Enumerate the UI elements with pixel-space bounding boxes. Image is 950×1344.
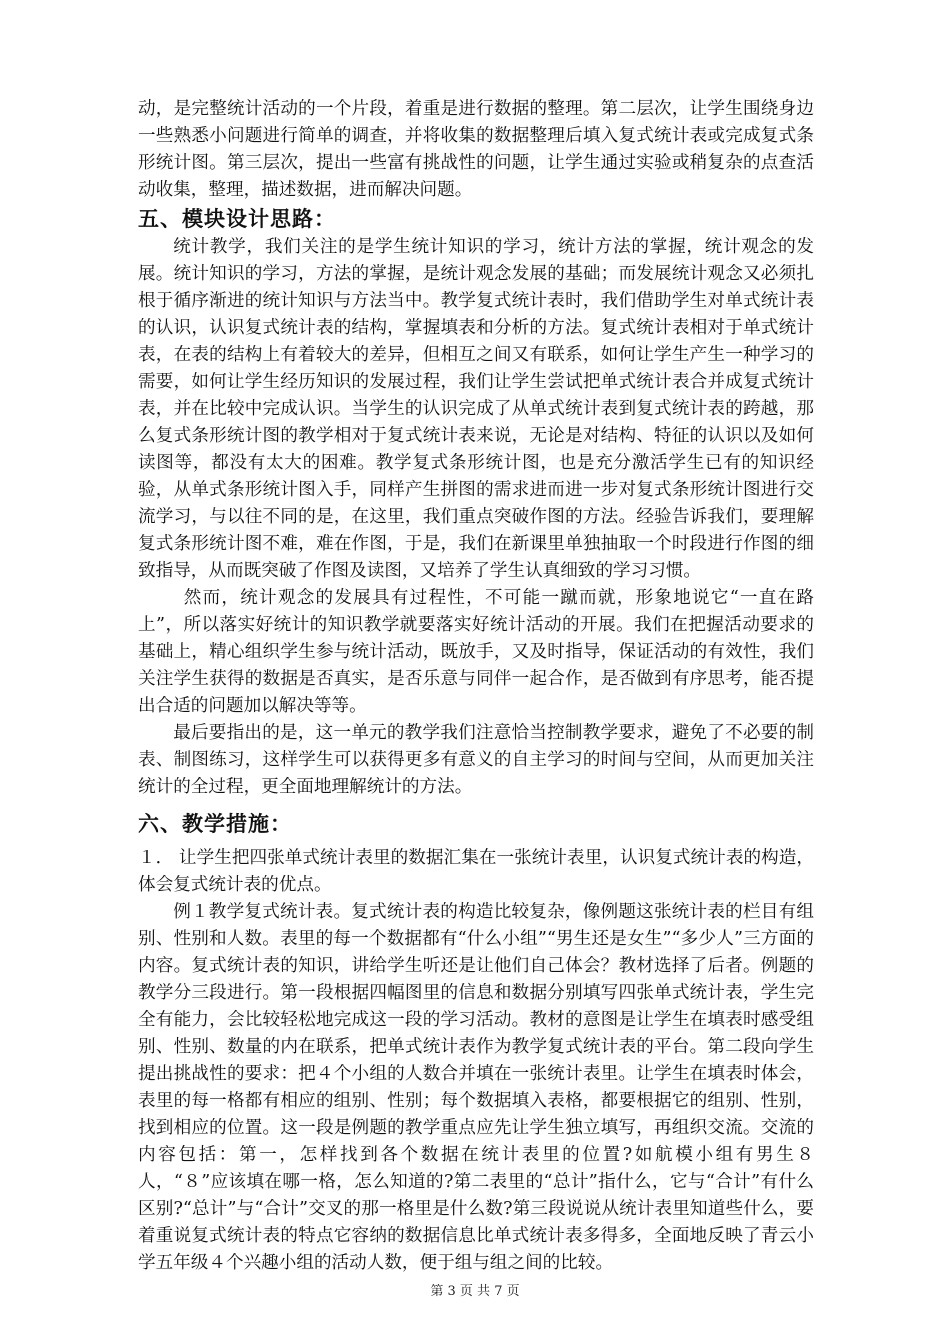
section-6-heading: 六、教学措施： <box>138 812 292 836</box>
document-body <box>138 96 814 1277</box>
section-5-paragraph-1: 统计教学，我们关注的是学生统计知识的学习，统计方法的掌握，统计观念的发展。统计知识的学习，方法的掌握，是统计观念发展的基础；而发展统计观念又必须扎根于循序渐进的统计知识与方法当中。教学复式统计表时，我们借助学生对单式统计表的认识，认识复式统计表的结构，掌握填表和分析的方法。复式统计表相对于单式统计表，在表的结构上有着较大的差异，但相互之间又有联系，如何让学生产生一种学习的需要，如何让学生经历知识的发展过程，我们让学生尝试把单式统计表合并成复式统计表，并在比较中完成认识。当学生的认识完成了从单式统计表到复式统计表的跨越，那么复式条形统计图的教学相对于复式统计表来说，无论是对结构、特征的认识以及如何读图等，都没有太大的困难。教学复式条形统计图，也是充分激活学生已有的知识经验，从单式条形统计图入手，同样产生拼图的需求进而进一步对复式条形统计图进行交流学习，与以往不同的是，在这里，我们重点突破作图的方法。经验告诉我们，要理解复式条形统计图不难，难在作图，于是，我们在新课里单独抽取一个时段进行作图的细致指导，从而既突破了作图及读图，又培养了学生认真细致的学习习惯。 <box>138 237 814 581</box>
page-footer: 第 3 页 共 7 页 <box>430 1284 520 1299</box>
section-5-paragraph-2: 然而，统计观念的发展具有过程性，不可能一蹴而就，形象地说它“一直在路上”，所以落实好统计的知识教学就要落实好统计活动的开展。我们在把握活动要求的基础上，精心组织学生参与统计活动，既放手，又及时指导，保证活动的有效性，我们关注学生获得的数据是否真实，是否乐意与同伴一起合作，是否做到有序思考，能否提出合适的问题加以解决等等。 <box>138 588 814 716</box>
section-6-item-1: １． 让学生把四张单式统计表里的数据汇集在一张统计表里，认识复式统计表的构造，体会复式统计表的优点。 <box>138 848 814 895</box>
section-6-example-paragraph: 例１教学复式统计表。复式统计表的构造比较复杂，像例题这张统计表的栏目有组别、性别和人数。表里的每一个数据都有“什么小组”“男生还是女生”“多少人”三方面的内容。复式统计表的知识，讲给学生听还是让他们自己体会？教材选择了后者。例题的教学分三段进行。第一段根据四幅图里的信息和数据分别填写四张单式统计表，学生完全有能力，会比较轻松地完成这一段的学习活动。教材的意图是让学生在填表时感受组别、性别、数量的内在联系，把单式统计表作为教学复式统计表的平台。第二段向学生提出挑战性的要求：把４个小组的人数合并填在一张统计表里。让学生在填表时体会，表里的每一格都有相应的组别、性别；每个数据填入表格，都要根据它的组别、性别，找到相应的位置。这一段是例题的教学重点应先让学生独立填写，再组织交流。交流的内容包括：第一，怎样找到各个数据在统计表里的位置?如航模小组有男生８人，“８”应该填在哪一格，怎么知道的?第二表里的“总计”指什么，它与“合计”有什么区别?“总计”与“合计”交叉的那一格里是什么数?第三段说说从统计表里知道些什么，要着重说复式统计表的特点它容纳的数据信息比单式统计表多得多，全面地反映了青云小学五年级４个兴趣小组的活动人数，便于组与组之间的比较。 <box>138 902 814 1273</box>
intro-paragraph: 动，是完整统计活动的一个片段，着重是进行数据的整理。第二层次，让学生围绕身边一些熟悉小问题进行简单的调查，并将收集的数据整理后填入复式统计表或完成复式条形统计图。第三层次，提出一些富有挑战性的问题，让学生通过实验或稍复杂的点查活动收集，整理，描述数据，进而解决问题。 <box>138 99 814 200</box>
section-5-heading: 五、模块设计思路： <box>138 207 336 231</box>
section-5-paragraph-3: 最后要指出的是，这一单元的教学我们注意恰当控制教学要求，避免了不必要的制表、制图练习，这样学生可以获得更多有意义的自主学习的时间与空间，从而更加关注统计的全过程，更全面地理解统计的方法。 <box>138 723 814 797</box>
